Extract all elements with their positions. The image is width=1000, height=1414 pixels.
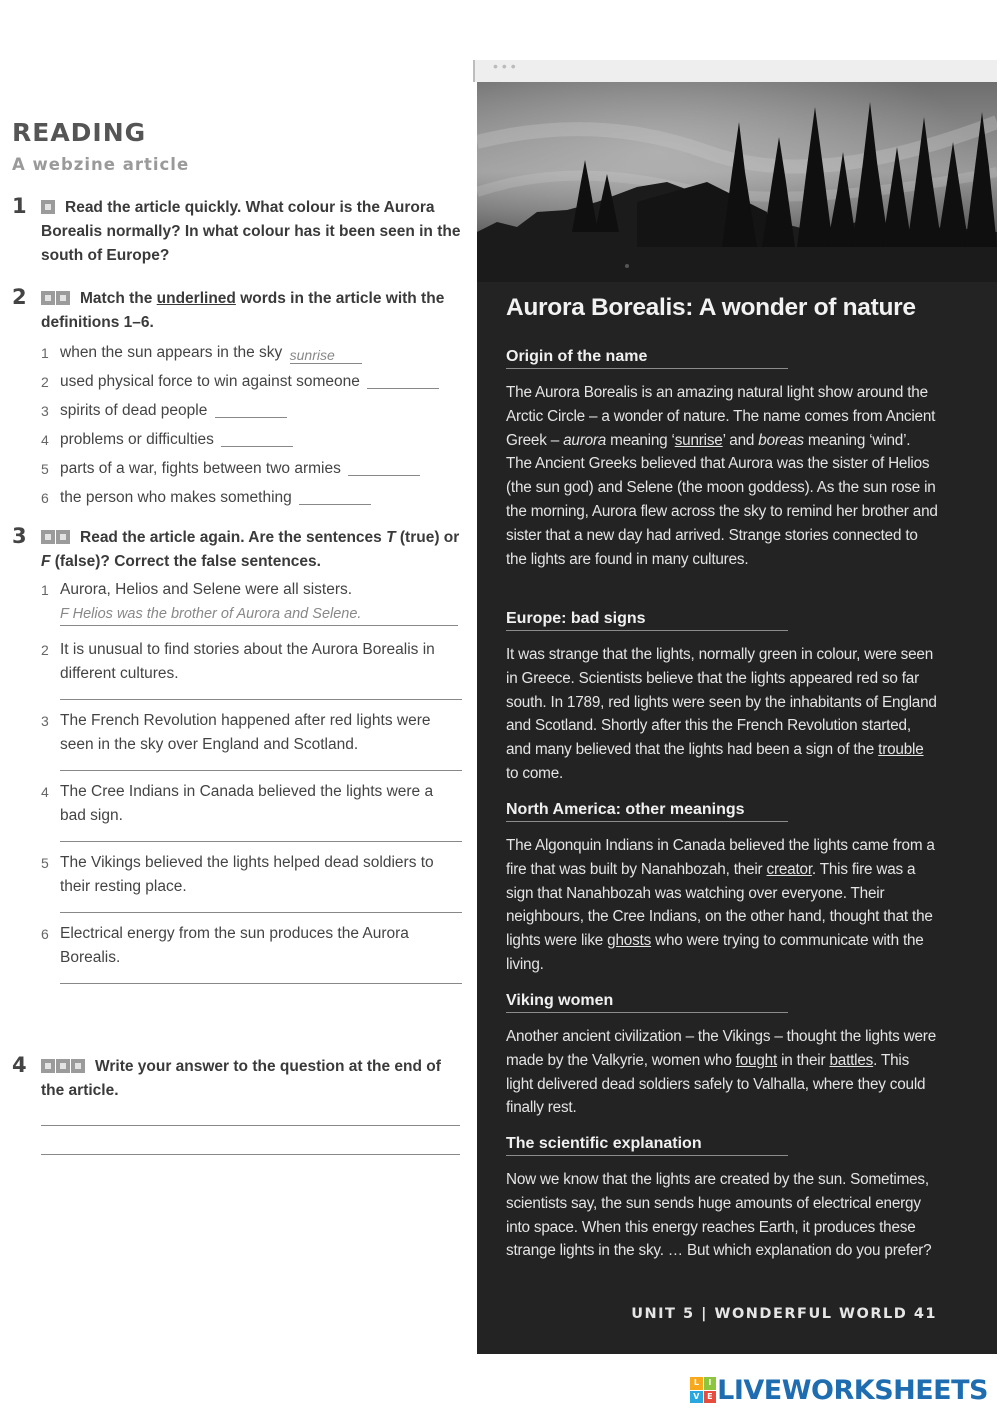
exercise-number: 2 bbox=[12, 285, 27, 309]
answer-blank[interactable] bbox=[367, 373, 439, 389]
article-title: Aurora Borealis: A wonder of nature bbox=[506, 294, 916, 321]
list-item: 6 the person who makes something bbox=[41, 486, 462, 515]
vocab-word-trouble: trouble bbox=[878, 741, 924, 759]
list-item: 3 spirits of dead people bbox=[41, 399, 462, 428]
difficulty-3-icon bbox=[41, 1059, 85, 1073]
answer-line[interactable] bbox=[41, 1125, 460, 1126]
list-item: 5 The Vikings believed the lights helped dead soldiers to their resting place. bbox=[41, 854, 434, 895]
section-heading: READING bbox=[12, 118, 147, 147]
example-answer[interactable]: F Helios was the brother of Aurora and Selene. bbox=[60, 604, 458, 626]
section-paragraph: It was strange that the lights, normally green in colour, were seen in Greece. Scientists believe that the lights appeared red so far south. In 1789, red lights were seen by the inhabitants of England and Scotland. Shortly after this the French Revolution started, and many believed that the lights had been a sign of the trouble to come. bbox=[506, 646, 937, 782]
difficulty-1-icon bbox=[41, 200, 55, 214]
article-section-north-america bbox=[506, 800, 936, 977]
section-heading: Europe: bad signs bbox=[506, 609, 788, 631]
answer-blank[interactable] bbox=[299, 489, 371, 505]
vocab-word-fought: fought bbox=[735, 1051, 778, 1069]
exercise-3 bbox=[12, 526, 462, 984]
article-panel bbox=[477, 82, 997, 1354]
exercise-number: 1 bbox=[12, 194, 27, 218]
brand-name: LIVEWORKSHEETS bbox=[717, 1374, 988, 1406]
answer-line[interactable] bbox=[41, 1154, 460, 1155]
section-heading: The scientific explanation bbox=[506, 1134, 788, 1156]
list-item: 4 The Cree Indians in Canada believed the lights were a bad sign. bbox=[41, 783, 434, 824]
list-item: 1 Aurora, Helios and Selene were all sisters. bbox=[41, 581, 353, 598]
aurora-forest-photo bbox=[477, 82, 997, 282]
exercise-number: 4 bbox=[12, 1053, 27, 1077]
list-item: 4 problems or difficulties bbox=[41, 428, 462, 457]
definition-list bbox=[41, 341, 462, 515]
section-heading: North America: other meanings bbox=[506, 800, 788, 822]
vocab-word-sunrise: sunrise bbox=[674, 431, 723, 449]
exercise-4 bbox=[12, 1055, 462, 1103]
section-paragraph: Another ancient civilization – the Vikings – thought the lights were made by the Valkyrie, women who fought in their battles. This light delivered dead soldiers safely to Valhalla, where they could finally rest. bbox=[506, 1028, 936, 1117]
difficulty-2-icon bbox=[41, 530, 70, 544]
difficulty-2-icon bbox=[41, 291, 70, 305]
article-section-vikings bbox=[506, 991, 936, 1120]
exercise-instruction: Write your answer to the question at the end of the article. bbox=[41, 1058, 441, 1099]
list-item: 2 It is unusual to find stories about the Aurora Borealis in different cultures. bbox=[41, 641, 435, 682]
answer-blank[interactable] bbox=[215, 402, 287, 418]
article-section-origin bbox=[506, 347, 936, 571]
liveworksheets-logo[interactable] bbox=[690, 1373, 988, 1407]
exercise-1 bbox=[12, 196, 462, 268]
exercise-number: 3 bbox=[12, 524, 27, 548]
page-footer: UNIT 5 | WONDERFUL WORLD 41 bbox=[631, 1306, 937, 1322]
answer-line[interactable] bbox=[60, 841, 462, 842]
page-tab-strip bbox=[473, 60, 997, 82]
section-subheading: A webzine article bbox=[12, 155, 190, 174]
vocab-word-creator: creator bbox=[766, 860, 812, 878]
list-item: 6 Electrical energy from the sun produces the Aurora Borealis. bbox=[41, 925, 409, 966]
answer-line[interactable] bbox=[60, 770, 462, 771]
exercise-instruction: Read the article again. Are the sentences T (true) or F (false)? Correct the false sentences. bbox=[41, 529, 460, 570]
dots-icon: ••• bbox=[493, 58, 520, 74]
answer-blank[interactable] bbox=[348, 460, 420, 476]
liveworksheets-logo-icon: L I V E bbox=[690, 1377, 716, 1403]
list-item: 1 when the sun appears in the sky sunrise bbox=[41, 341, 462, 370]
article-section-europe bbox=[506, 609, 936, 786]
answer-blank[interactable] bbox=[221, 431, 293, 447]
list-item: 3 The French Revolution happened after red lights were seen in the sky over England and Scotland. bbox=[41, 712, 431, 753]
exercise-instruction: Read the article quickly. What colour is the Aurora Borealis normally? In what colour has it been seen in the south of Europe? bbox=[41, 199, 461, 264]
section-paragraph: The Algonquin Indians in Canada believed the lights came from a fire that was built by Nanahbozah, their creator. This fire was a sign that Nanahbozah was watching over everyone. Their neighbours, the Cree Indians, on the other hand, thought that the lights were like ghosts who were trying to communicate with the living. bbox=[506, 837, 935, 973]
answer-blank[interactable]: sunrise bbox=[290, 348, 362, 364]
answer-line[interactable] bbox=[60, 912, 462, 913]
section-paragraph: Now we know that the lights are created by the sun. Sometimes, scientists say, the sun sends huge amounts of electrical energy into space. When this energy reaches Earth, it produces these strange lights in the sky. … But which explanation do you prefer? bbox=[506, 1171, 932, 1260]
true-false-list bbox=[41, 578, 462, 984]
answer-line[interactable] bbox=[60, 699, 462, 700]
vocab-word-ghosts: ghosts bbox=[607, 932, 652, 950]
section-paragraph: The Aurora Borealis is an amazing natural light show around the Arctic Circle – a wonder of nature. The name comes from Ancient Greek – aurora meaning ‘sunrise’ and boreas meaning ‘wind’. The Ancient Greeks believed that Aurora was the sister of Helios (the sun god) and Selene (the moon goddess). As the sun rose in the morning, Aurora flew across the sky to remind her brother and sister that a new day had arrived. Strange stories connected to the lights are found in many cultures. bbox=[506, 384, 938, 568]
article-section-science bbox=[506, 1134, 936, 1263]
section-heading: Viking women bbox=[506, 991, 788, 1013]
list-item: 2 used physical force to win against someone bbox=[41, 370, 462, 399]
list-item: 5 parts of a war, fights between two armies bbox=[41, 457, 462, 486]
section-heading: Origin of the name bbox=[506, 347, 788, 369]
exercise-2 bbox=[12, 287, 462, 515]
vocab-word-battles: battles bbox=[829, 1051, 874, 1069]
exercise-instruction: Match the underlined words in the article with the definitions 1–6. bbox=[41, 290, 445, 331]
answer-line[interactable] bbox=[60, 983, 462, 984]
